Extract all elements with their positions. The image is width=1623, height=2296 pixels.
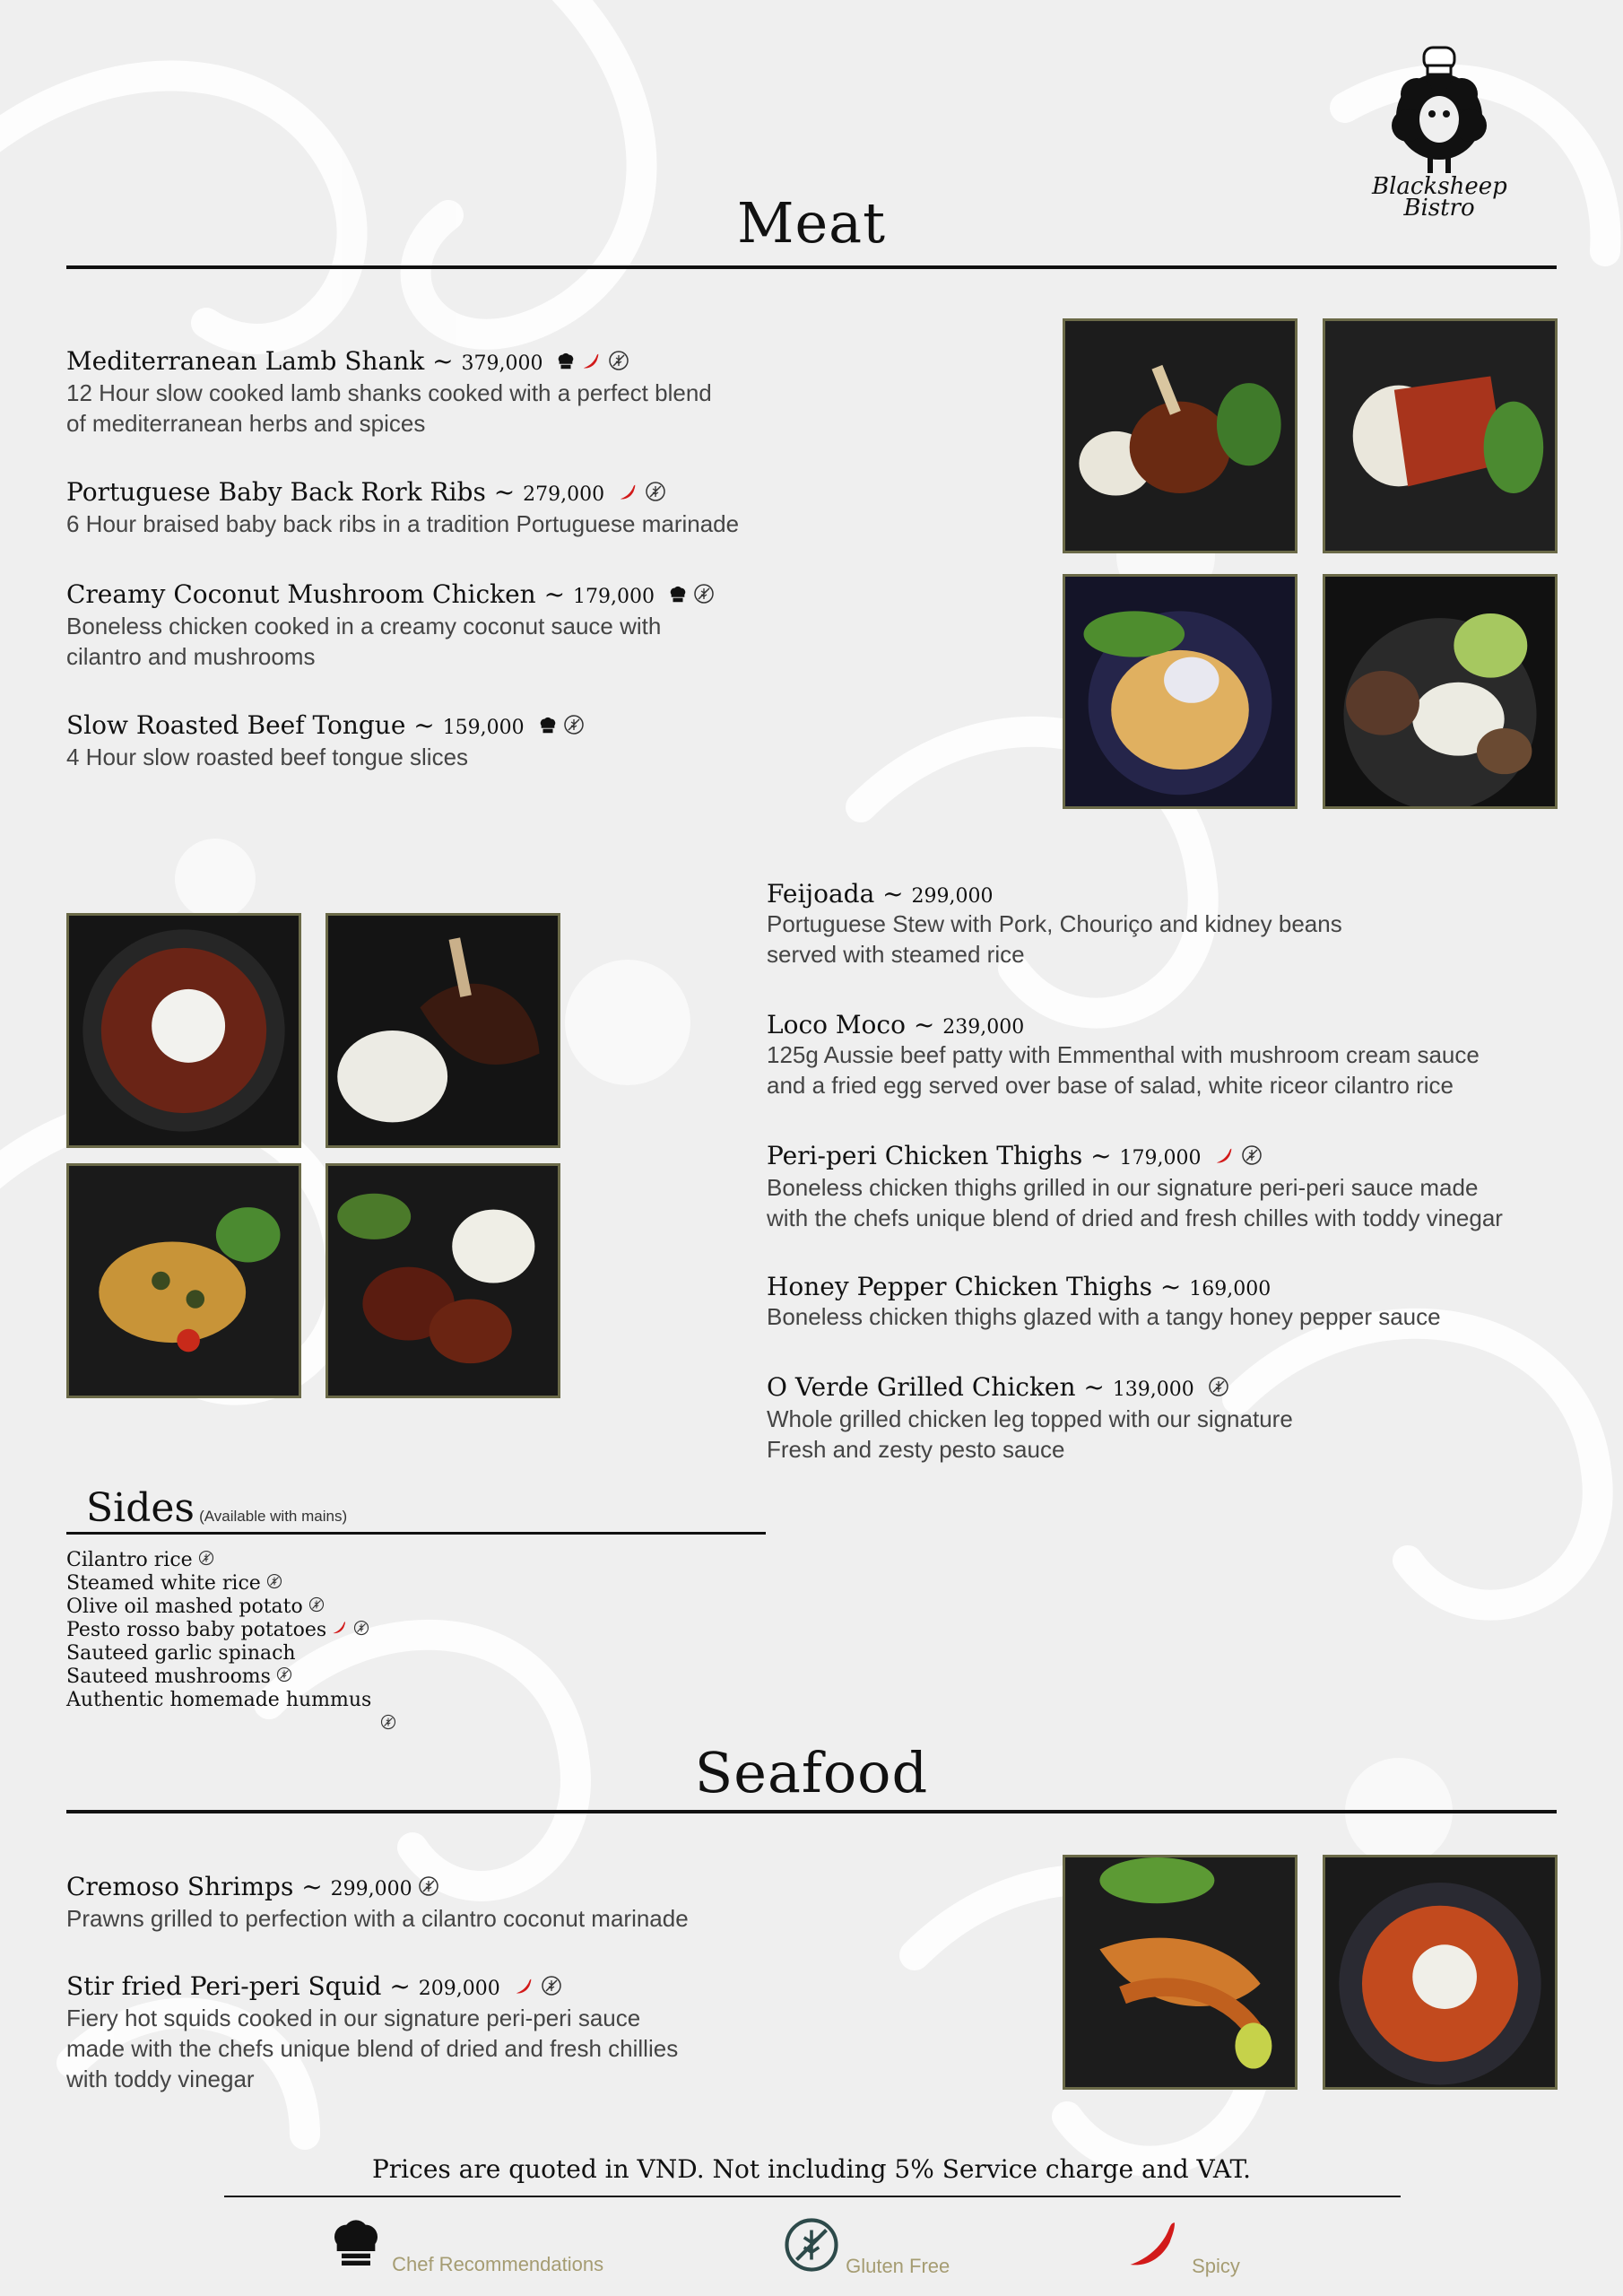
menu-item-lamb-shank <box>66 346 1017 439</box>
gluten-free-icon <box>782 2215 841 2278</box>
sides-header <box>86 1485 347 1531</box>
gluten-free-icon <box>380 1714 396 1734</box>
chili-icon <box>1123 2215 1187 2278</box>
legend-label: Gluten Free <box>846 2255 950 2277</box>
dish-photo-honey-pepper-chicken <box>325 1163 560 1398</box>
chef-hat-icon <box>668 581 688 611</box>
menu-item-feijoada <box>767 879 1574 970</box>
dish-photo-mushroom-chicken <box>1063 574 1298 809</box>
item-desc-line: 12 Hour slow cooked lamb shanks cooked with a perfect blend <box>66 379 712 406</box>
gluten-free-icon <box>608 348 629 378</box>
chili-icon <box>1214 1143 1236 1172</box>
chili-icon <box>332 1619 348 1642</box>
menu-item-loco-moco <box>767 1010 1574 1100</box>
item-desc-line: 125g Aussie beef patty with Emmenthal with mushroom cream sauce <box>767 1041 1480 1068</box>
seafood-rule <box>66 1810 1557 1813</box>
item-desc-line: made with the chefs unique blend of dried and fresh chillies <box>66 2035 679 2062</box>
item-desc-line: 6 Hour braised baby back ribs in a tradition Portuguese marinade <box>66 510 740 537</box>
item-desc-line: Portuguese Stew with Pork, Chouriço and kidney beans <box>767 910 1342 937</box>
item-desc-line: Prawns grilled to perfection with a cilantro coconut marinade <box>66 1905 689 1932</box>
logo-text-1: Blacksheep <box>1372 173 1507 200</box>
sides-rule <box>66 1532 766 1535</box>
meat-rule <box>66 265 1557 269</box>
gluten-free-icon <box>541 1973 562 2003</box>
item-name: Creamy Coconut Mushroom Chicken ~ 179,000 <box>66 579 1017 611</box>
item-desc-line: Boneless chicken thighs glazed with a tangy honey pepper sauce <box>767 1303 1441 1330</box>
list-item: Steamed white rice <box>66 1572 396 1596</box>
chili-icon <box>618 479 639 509</box>
legend-label: Spicy <box>1192 2255 1240 2277</box>
list-item: Cilantro rice <box>66 1549 396 1572</box>
footer-rule <box>224 2196 1401 2197</box>
gluten-free-icon <box>353 1619 369 1642</box>
item-desc-line: with toddy vinegar <box>66 2066 255 2092</box>
item-desc-line: Whole grilled chicken leg topped with our signature <box>767 1405 1293 1432</box>
dish-photo-beef-tongue <box>1323 574 1558 809</box>
item-name: Honey Pepper Chicken Thighs ~ 169,000 <box>767 1272 1271 1301</box>
item-desc-line: Boneless chicken thighs grilled in our signature peri-peri sauce made <box>767 1174 1479 1201</box>
sides-title: Sides <box>86 1485 195 1531</box>
item-name: Stir fried Peri-peri Squid ~ 209,000 <box>66 1971 1017 2003</box>
menu-item-cremoso-shrimps <box>66 1872 1017 1934</box>
chili-icon <box>514 1973 535 2003</box>
gluten-free-icon <box>693 581 715 611</box>
gluten-free-icon <box>198 1549 214 1572</box>
list-item: Olive oil mashed potato <box>66 1596 396 1619</box>
item-name: O Verde Grilled Chicken ~ 139,000 <box>767 1372 1574 1404</box>
gluten-free-icon <box>1241 1143 1263 1172</box>
menu-item-beef-tongue <box>66 710 1017 772</box>
list-item: Sauteed mushrooms <box>66 1665 396 1689</box>
dish-photo-peri-peri-chicken <box>66 1163 301 1398</box>
item-desc-line: with the chefs unique blend of dried and fresh chilles with toddy vinegar <box>767 1205 1503 1231</box>
item-name: Portuguese Baby Back Rork Ribs ~ 279,000 <box>66 477 1017 509</box>
menu-item-pork-ribs <box>66 477 1017 539</box>
item-desc-line: 4 Hour slow roasted beef tongue slices <box>66 744 469 770</box>
item-name: Slow Roasted Beef Tongue ~ 159,000 <box>66 710 1017 742</box>
dish-photo-feijoada <box>66 913 301 1148</box>
list-item: Sauteed garlic spinach <box>66 1642 296 1665</box>
legend-label: Chef Recommendations <box>392 2253 604 2275</box>
menu-item-honey-pepper-chicken <box>767 1272 1574 1332</box>
gluten-free-icon <box>563 712 585 742</box>
item-desc-line: and a fried egg served over base of salad, white riceor cilantro rice <box>767 1072 1454 1099</box>
meat-title: Meat <box>736 190 887 256</box>
chef-hat-icon <box>538 712 558 742</box>
gluten-free-icon <box>276 1665 292 1689</box>
item-name: Cremoso Shrimps ~ 299,000 <box>66 1872 1017 1903</box>
sides-list <box>66 1549 396 1734</box>
price-note: Prices are quoted in VND. Not including 5% Service charge and VAT. <box>371 2154 1252 2184</box>
gluten-free-icon <box>266 1572 282 1596</box>
dish-photo-pork-ribs <box>1323 318 1558 553</box>
sides-note: (Available with mains) <box>199 1508 348 1525</box>
item-name: Peri-peri Chicken Thighs ~ 179,000 <box>767 1141 1592 1172</box>
legend-chef <box>325 2215 603 2276</box>
item-desc-line: Fiery hot squids cooked in our signature peri-peri sauce <box>66 2005 641 2031</box>
list-item: Pesto rosso baby potatoes <box>66 1619 396 1642</box>
chef-hat-icon <box>325 2215 387 2276</box>
item-name: Feijoada ~ 299,000 <box>767 879 994 909</box>
menu-item-peri-peri-squid <box>66 1971 1017 2094</box>
dish-photo-lamb-shank <box>1063 318 1298 553</box>
gluten-free-icon <box>418 1874 439 1903</box>
menu-item-peri-peri-chicken <box>767 1141 1592 1233</box>
menu-item-o-verde-chicken <box>767 1372 1574 1465</box>
item-name: Mediterranean Lamb Shank ~ 379,000 <box>66 346 1017 378</box>
gluten-free-icon <box>308 1596 325 1619</box>
item-desc-line: of mediterranean herbs and spices <box>66 410 426 437</box>
legend-spicy <box>1123 2215 1240 2278</box>
dish-photo-loco-moco <box>325 913 560 1148</box>
logo-text-2: Bistro <box>1403 195 1475 222</box>
gluten-free-icon <box>645 479 666 509</box>
menu-item-mushroom-chicken <box>66 579 1017 672</box>
item-desc-line: Fresh and zesty pesto sauce <box>767 1436 1065 1463</box>
gluten-free-icon <box>1208 1374 1229 1404</box>
item-desc-line: cilantro and mushrooms <box>66 643 316 670</box>
dish-photo-shrimps <box>1063 1855 1298 2090</box>
item-desc-line: Boneless chicken cooked in a creamy coconut sauce with <box>66 613 662 639</box>
sheep-logo-icon <box>1372 40 1506 175</box>
list-item: Authentic homemade hummus <box>66 1689 372 1711</box>
legend-gluten-free <box>782 2215 950 2278</box>
dish-photo-squid <box>1323 1855 1558 2090</box>
chef-hat-icon <box>556 348 576 378</box>
item-name: Loco Moco ~ 239,000 <box>767 1010 1025 1039</box>
chili-icon <box>581 348 603 378</box>
item-desc-line: served with steamed rice <box>767 941 1025 968</box>
seafood-title: Seafood <box>694 1740 929 1805</box>
